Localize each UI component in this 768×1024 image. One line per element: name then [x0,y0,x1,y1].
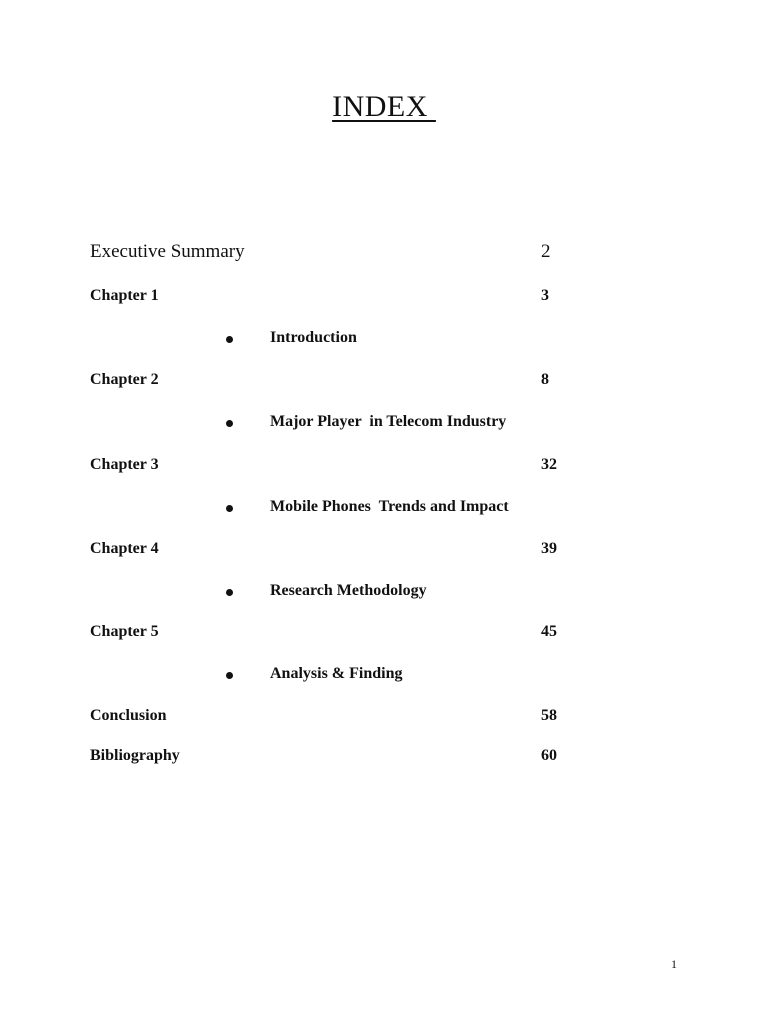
toc-entry-page: 3 [541,287,549,304]
toc-subitem-label: Introduction [270,329,357,346]
toc-entry [0,456,768,480]
toc-entry-page: 32 [541,456,557,473]
toc-entry [0,371,768,395]
toc-entry-page: 8 [541,371,549,388]
toc-entry [0,287,768,311]
toc-subitem-label: Mobile Phones Trends and Impact [270,498,509,515]
bullet-icon [226,420,233,427]
toc-entry-label: Chapter 4 [90,540,159,557]
toc-subitem [0,329,768,353]
toc-entry [0,540,768,564]
toc-subitem [0,665,768,689]
bullet-icon [226,336,233,343]
index-heading: INDEX [332,90,436,123]
toc-entry-page: 2 [541,241,551,262]
toc-entry-page: 39 [541,540,557,557]
toc-subitem [0,413,768,437]
toc-entry-page: 45 [541,623,557,640]
toc-entry-page: 60 [541,747,557,764]
toc-entry-label: Bibliography [90,747,180,764]
toc-entry-label: Chapter 1 [90,287,159,304]
toc-subitem [0,582,768,606]
bullet-icon [226,589,233,596]
toc-subitem-label: Research Methodology [270,582,427,599]
toc-subitem-label: Analysis & Finding [270,665,403,682]
bullet-icon [226,505,233,512]
toc-entry-label: Conclusion [90,707,167,724]
toc-subitem-label: Major Player in Telecom Industry [270,413,507,430]
toc-entry [0,707,768,731]
toc-entry-label: Chapter 3 [90,456,159,473]
footer-page-number: 1 [671,957,677,971]
toc-entry [0,623,768,647]
toc-entry [0,747,768,771]
toc-entry-page: 58 [541,707,557,724]
toc-entry-label: Chapter 2 [90,371,159,388]
page-title [0,90,768,124]
bullet-icon [226,672,233,679]
toc-subitem [0,498,768,522]
toc-entry-label: Executive Summary [90,241,245,262]
toc-entry [0,241,768,265]
toc-entry-label: Chapter 5 [90,623,159,640]
